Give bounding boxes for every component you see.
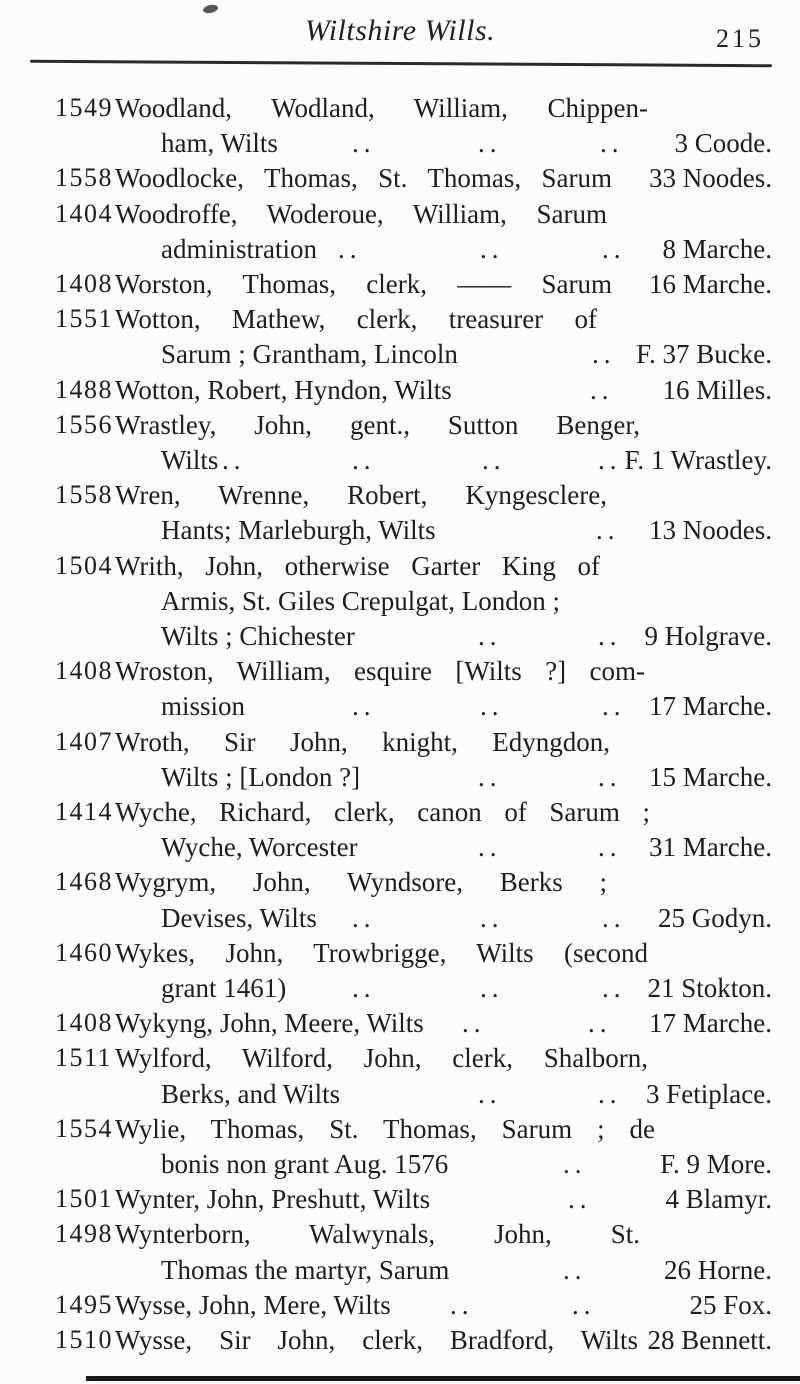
entry-text: Wylford, Wilford, John, clerk, Shalborn,: [115, 1043, 648, 1074]
page-bottom-rule: [86, 1376, 800, 1381]
entry-year: 1558: [55, 480, 113, 510]
index-entry-line: [0, 1005, 800, 1041]
entry-text: Thomas the martyr, Sarum: [161, 1254, 450, 1285]
entry-text: Wykes, John, Trowbrigge, Wilts (second: [115, 937, 648, 968]
index-entry-line: [0, 653, 800, 689]
entry-year: 1498: [55, 1219, 113, 1249]
entry-reference: 9 Holgrave.: [644, 621, 772, 651]
entry-reference: 26 Horne.: [664, 1254, 772, 1285]
entry-year: 1408: [55, 1008, 113, 1038]
index-entry-line: [0, 160, 800, 196]
dot-leader: ..: [352, 445, 376, 475]
index-entry-line: [0, 336, 800, 372]
entry-text: Wrastley, John, gent., Sutton Benger,: [115, 409, 640, 440]
entry-year: 1558: [55, 163, 113, 193]
dot-leader: ..: [563, 1254, 587, 1285]
dot-leader: ..: [602, 902, 626, 933]
dot-leader: ..: [602, 973, 626, 1003]
index-entry-line: [0, 759, 800, 795]
dot-leader: ..: [478, 621, 502, 651]
entry-year: 1556: [55, 409, 113, 439]
entry-text: Worston, Thomas, clerk, —— Sarum: [115, 269, 612, 299]
index-entry-line: [0, 266, 800, 302]
entry-reference: 25 Fox.: [689, 1289, 772, 1320]
entry-text: Woodlocke, Thomas, St. Thomas, Sarum: [115, 163, 612, 194]
entry-reference: 16 Marche.: [649, 269, 772, 299]
dot-leader: ..: [598, 445, 622, 475]
index-entry-line: [0, 442, 800, 478]
entry-reference: 33 Noodes.: [649, 163, 772, 194]
index-entry-line: [0, 125, 800, 161]
entry-year: 1407: [55, 726, 113, 756]
entry-text: bonis non grant Aug. 1576: [161, 1149, 449, 1179]
entry-year: 1511: [55, 1043, 113, 1073]
entry-year: 1551: [55, 304, 113, 334]
entry-reference: F. 37 Bucke.: [636, 339, 772, 370]
index-entry-line: [0, 90, 800, 126]
entry-reference: 17 Marche.: [649, 691, 772, 722]
index-entry-line: [0, 1040, 800, 1076]
index-entry-line: [0, 970, 800, 1006]
index-entry-line: [0, 900, 800, 936]
entry-text: Devises, Wilts: [161, 902, 317, 933]
entry-text: Wygrym, John, Wyndsore, Berks ;: [115, 867, 607, 898]
entry-text: Berks, and Wilts: [161, 1078, 341, 1109]
entry-reference: 28 Bennett.: [647, 1325, 772, 1355]
index-entry-line: [0, 829, 800, 865]
entry-text: Armis, St. Giles Crepulgat, London ;: [161, 585, 560, 616]
dot-leader: ..: [352, 902, 376, 933]
entry-year: 1414: [55, 797, 113, 826]
entry-text: ham, Wilts: [161, 128, 278, 159]
dot-leader: ..: [602, 691, 626, 722]
entry-text: Wynterborn, Walwynals, John, St.: [115, 1219, 640, 1250]
dot-leader: ..: [598, 761, 622, 792]
index-entry-line: [0, 935, 800, 971]
entry-text: Wylie, Thomas, St. Thomas, Sarum ; de: [115, 1113, 655, 1144]
entry-reference: 31 Marche.: [649, 832, 772, 863]
entry-text: Woodroffe, Woderoue, William, Sarum: [115, 198, 607, 229]
entry-text: Hants; Marleburgh, Wilts: [161, 515, 436, 546]
dot-leader: ..: [352, 691, 376, 722]
dot-leader: ..: [478, 128, 502, 159]
dot-leader: ..: [222, 445, 246, 475]
dot-leader: ..: [598, 832, 622, 863]
index-entry-line: [0, 583, 800, 619]
index-entry-line: [0, 688, 800, 724]
dot-leader: ..: [568, 1184, 592, 1215]
entry-year: 1408: [55, 656, 113, 686]
index-entry-line: [0, 512, 800, 548]
entry-reference: F. 9 More.: [660, 1149, 772, 1179]
index-entry-line: [0, 1146, 800, 1182]
index-entry-line: [0, 231, 800, 267]
index-entry-line: [0, 1111, 800, 1147]
entry-text: Wilts: [161, 445, 219, 475]
dot-leader: ..: [480, 902, 504, 933]
entry-year: 1408: [55, 269, 113, 298]
page-number: 215: [716, 24, 764, 53]
index-entry-line: [0, 794, 800, 830]
dot-leader: ..: [600, 128, 624, 159]
entry-year: 1501: [55, 1184, 113, 1214]
dot-leader: ..: [480, 691, 504, 722]
entry-reference: 4 Blamyr.: [665, 1184, 772, 1215]
dot-leader: ..: [602, 233, 626, 264]
entry-text: Sarum ; Grantham, Lincoln: [161, 339, 458, 370]
dot-leader: ..: [480, 233, 504, 264]
entry-text: Wynter, John, Preshutt, Wilts: [115, 1184, 431, 1215]
entry-text: Wotton, Mathew, clerk, treasurer of: [115, 304, 597, 335]
entry-reference: 15 Marche.: [649, 761, 772, 792]
entry-text: Wren, Wrenne, Robert, Kyngesclere,: [115, 480, 607, 511]
dot-leader: ..: [598, 621, 622, 651]
dot-leader: ..: [588, 1008, 612, 1039]
entry-year: 1510: [55, 1325, 113, 1354]
entry-reference: 8 Marche.: [662, 233, 772, 264]
index-entry-line: [0, 548, 800, 584]
entry-reference: 3 Fetiplace.: [646, 1078, 772, 1109]
index-entry-line: [0, 618, 800, 654]
entry-year: 1404: [55, 198, 113, 228]
dot-leader: ..: [450, 1289, 474, 1320]
index-entry-line: [0, 196, 800, 232]
entry-text: administration: [161, 233, 317, 264]
page-title: Wiltshire Wills.: [304, 14, 496, 47]
entry-year: 1554: [55, 1113, 113, 1143]
entry-reference: 13 Noodes.: [649, 515, 772, 546]
dot-leader: ..: [462, 1008, 486, 1039]
entry-text: Wotton, Robert, Hyndon, Wilts: [115, 374, 452, 405]
entry-year: 1495: [55, 1289, 113, 1319]
dot-leader: ..: [478, 1078, 502, 1109]
dot-leader: ..: [482, 445, 506, 475]
index-entry-line: [0, 1076, 800, 1112]
dot-leader: ..: [478, 832, 502, 863]
index-entry-line: [0, 1181, 800, 1217]
dot-leader: ..: [338, 233, 362, 264]
entry-text: mission: [161, 691, 246, 722]
entry-year: 1488: [55, 374, 113, 404]
entry-text: grant 1461): [161, 973, 287, 1003]
dot-leader: ..: [592, 339, 616, 370]
entry-reference: F. 1 Wrastley.: [624, 445, 772, 475]
entry-text: Wysse, Sir John, clerk, Bradford, Wilts: [115, 1325, 638, 1355]
entry-reference: 21 Stokton.: [647, 973, 772, 1003]
index-entry-line: [0, 1322, 800, 1358]
entry-text: Wilts ; Chichester: [161, 621, 355, 651]
entry-year: 1504: [55, 550, 113, 580]
entry-text: Wyche, Worcester: [161, 832, 358, 863]
entry-text: Wroth, Sir John, knight, Edyngdon,: [115, 726, 610, 757]
entry-text: Writh, John, otherwise Garter King of: [115, 550, 600, 581]
index-entry-line: [0, 372, 800, 408]
dot-leader: ..: [480, 973, 504, 1003]
dot-leader: ..: [478, 761, 502, 792]
index-entry-line: [0, 1252, 800, 1288]
entry-text: Wroston, William, esquire [Wilts ?] com-: [115, 656, 645, 687]
entry-text: Wykyng, John, Meere, Wilts: [115, 1008, 424, 1039]
dot-leader: ..: [572, 1289, 596, 1320]
entry-text: Wyche, Richard, clerk, canon of Sarum ;: [115, 797, 650, 827]
entry-text: Wysse, John, Mere, Wilts: [115, 1289, 391, 1320]
dot-leader: ..: [352, 128, 376, 159]
entry-text: Woodland, Wodland, William, Chippen-: [115, 93, 648, 123]
dot-leader: ..: [352, 973, 376, 1003]
entry-reference: 17 Marche.: [649, 1008, 772, 1039]
entry-reference: 16 Milles.: [662, 374, 772, 405]
index-entry-line: [0, 724, 800, 760]
index-entry-line: [0, 477, 800, 513]
dot-leader: ..: [590, 374, 614, 405]
entry-text: Wilts ; [London ?]: [161, 761, 361, 792]
entry-year: 1460: [55, 937, 113, 967]
index-entry-line: [0, 407, 800, 443]
index-entry-line: [0, 301, 800, 337]
entry-year: 1549: [55, 93, 113, 122]
index-entry-line: [0, 864, 800, 900]
entry-reference: 25 Godyn.: [658, 902, 772, 933]
entry-reference: 3 Coode.: [674, 128, 772, 159]
dot-leader: ..: [596, 515, 620, 546]
entry-year: 1468: [55, 867, 113, 897]
dot-leader: ..: [563, 1149, 587, 1179]
dot-leader: ..: [598, 1078, 622, 1109]
index-entry-line: [0, 1216, 800, 1252]
index-entry-line: [0, 1287, 800, 1323]
